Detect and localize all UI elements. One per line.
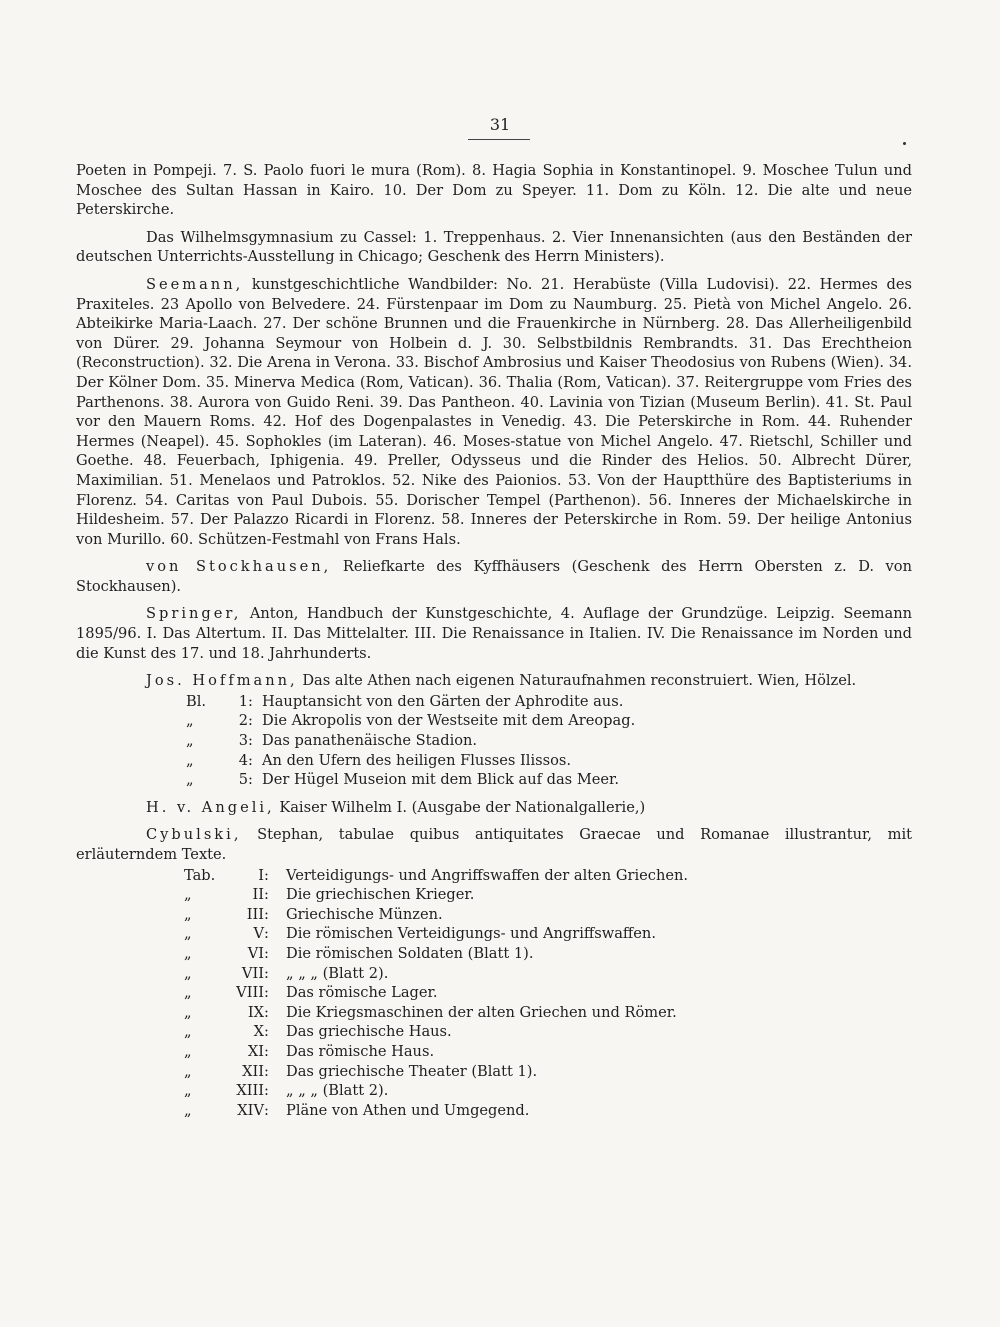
- author-name: von Stockhausen,: [146, 558, 332, 576]
- paragraph-seemann: [76, 275, 912, 549]
- hoffmann-plates-list: [186, 692, 912, 790]
- list-mark: „: [184, 1082, 192, 1100]
- list-number: 1: [238, 692, 248, 710]
- list-colon: :: [264, 925, 269, 943]
- list-item: [184, 1062, 912, 1082]
- paragraph-springer: [76, 604, 912, 663]
- paragraph-angeli: [76, 798, 912, 818]
- list-text: Das panathenäische Stadion.: [262, 732, 478, 750]
- list-item: [184, 866, 912, 886]
- list-colon: :: [264, 1003, 269, 1021]
- list-item: [184, 1042, 912, 1062]
- list-text: Der Hügel Museion mit dem Blick auf das Meer.: [262, 771, 620, 789]
- author-name: Cybulski,: [146, 826, 242, 844]
- list-mark: „: [184, 984, 192, 1002]
- list-number: 3: [238, 732, 248, 750]
- list-colon: :: [264, 1062, 269, 1080]
- list-text: Die römischen Soldaten (Blatt 1).: [286, 944, 534, 962]
- list-text: Verteidigungs- und Angriffswaffen der alten Griechen.: [286, 866, 689, 884]
- list-number: XIII: [236, 1082, 264, 1100]
- list-item: [186, 731, 912, 751]
- list-item: [184, 905, 912, 925]
- author-name: H. v. Angeli,: [146, 798, 275, 816]
- list-item: [184, 1081, 912, 1101]
- paragraph-hoffmann: [76, 671, 912, 691]
- list-colon: :: [248, 732, 253, 750]
- list-mark: „: [186, 771, 194, 789]
- page-body: [76, 161, 912, 1120]
- paragraph-wilhelmsgymnasium: Das Wilhelmsgymnasium zu Cassel: 1. Treppenhaus. 2. Vier Innenansichten (aus den Beständen der deutschen Unterrichts-Ausstellung in Chicago; Geschenk des Herrn Ministers).: [76, 228, 912, 266]
- list-colon: :: [248, 751, 253, 769]
- list-colon: :: [248, 692, 253, 710]
- list-number: 5: [238, 771, 248, 789]
- list-item: [186, 770, 912, 790]
- list-mark: „: [184, 925, 192, 943]
- paragraph-stockhausen: [76, 557, 912, 596]
- list-mark: „: [184, 964, 192, 982]
- list-mark: „: [184, 944, 192, 962]
- list-mark: „: [184, 1062, 192, 1080]
- list-item: [184, 1003, 912, 1023]
- list-mark: Tab.: [184, 866, 216, 884]
- list-number: VI: [247, 944, 264, 962]
- list-mark: „: [186, 732, 194, 750]
- list-number: III: [246, 905, 264, 923]
- list-number: 4: [238, 751, 248, 769]
- list-text: Hauptansicht von den Gärten der Aphrodite aus.: [262, 692, 624, 710]
- list-text: An den Ufern des heiligen Flusses Ilissos.: [262, 751, 572, 769]
- author-name: Jos. Hoffmann,: [146, 672, 298, 690]
- entry-text: Das alte Athen nach eigenen Naturaufnahmen reconstruiert. Wien, Hölzel.: [297, 672, 857, 690]
- list-item: [184, 944, 912, 964]
- list-number: XII: [242, 1062, 264, 1080]
- list-item: [184, 964, 912, 984]
- list-colon: :: [264, 984, 269, 1002]
- list-colon: :: [264, 905, 269, 923]
- list-item: [184, 885, 912, 905]
- list-colon: :: [264, 1023, 269, 1041]
- list-text: Das römische Lager.: [286, 984, 438, 1002]
- list-text: Griechische Münzen.: [286, 905, 443, 923]
- page-number: 31: [489, 115, 511, 134]
- list-number: IX: [247, 1003, 264, 1021]
- list-text: Das griechische Theater (Blatt 1).: [286, 1062, 538, 1080]
- list-mark: „: [184, 1023, 192, 1041]
- list-colon: :: [248, 771, 253, 789]
- list-mark: „: [186, 751, 194, 769]
- list-number: XIV: [237, 1101, 264, 1119]
- entry-text: Reliefkarte des Kyffhäusers (Geschenk des Herrn Obersten z. D. von Stockhausen).: [76, 558, 912, 595]
- list-mark: „: [184, 1101, 192, 1119]
- list-text: „ „ „ (Blatt 2).: [286, 1082, 389, 1100]
- entry-text: kunstgeschichtliche Wandbilder: No. 21. Herabüste (Villa Ludovisi). 22. Hermes des Praxiteles. 23 Apollo von Belvedere. 24. Fürstenpaar im Dom zu Naumburg. 25. Pietà von Michel Angelo. 26. Abteikirke Maria-Laach. 27. Der schöne Brunnen und die Frauenkirche in Nürnberg. 28. Das Allerheiligenbild von Dürer. 29. Johanna Seymour von Holbein d. J. 30. Selbstbildnis Rembrandts. 31. Das Erechtheion (Reconstruction). 32. Die Arena in Verona. 33. Bischof Ambrosius und Kaiser Theodosius von Rubens (Wien). 34. Der Kölner Dom. 35. Minerva Medica (Rom, Vatican). 36. Thalia (Rom, Vatican). 37. Reitergruppe vom Fries des Parthenons. 38. Aurora von Guido Reni. 39. Das Pantheon. 40. Lavinia von Tizian (Museum Berlin). 41. St. Paul vor den Mauern Roms. 42. Hof des Dogenpalastes in Venedig. 43. Die Peterskirche in Rom. 44. Ruhender Hermes (Neapel). 45. Sophokles (im Lateran). 46. Moses-statue von Michel Angelo. 47. Rietschl, Schiller und Goethe. 48. Feuerbach, Iphigenia. 49. Preller, Odysseus und die Rinder des Helios. 50. Albrecht Dürer, Maximilian. 51. Menelaos und Patroklos. 52. Nike des Paionios. 53. Von der Hauptthüre des Baptisteriums in Florenz. 54. Caritas von Paul Dubois. 55. Dorischer Tempel (Parthenon). 56. Inneres der Michaelskirche in Hildesheim. 57. Der Palazzo Ricardi in Florenz. 58. Inneres der Peterskirche in Rom. 59. Der heilige Antonius von Murillo. 60. Schützen-Festmahl von Frans Hals.: [76, 275, 912, 548]
- list-mark: „: [184, 905, 192, 923]
- author-name: Springer,: [146, 605, 242, 623]
- list-number: VII: [241, 964, 264, 982]
- list-text: Die griechischen Krieger.: [286, 886, 475, 904]
- list-item: [186, 692, 912, 712]
- list-text: Die römischen Verteidigungs- und Angriffswaffen.: [286, 925, 656, 943]
- list-item: [184, 983, 912, 1003]
- list-mark: „: [184, 886, 192, 904]
- list-mark: „: [186, 712, 194, 730]
- list-number: XI: [247, 1042, 264, 1060]
- list-number: V: [253, 925, 264, 943]
- entry-text: Stephan, tabulae quibus antiquitates Graecae und Romanae illustrantur, mit erläuterndem Texte.: [76, 826, 912, 863]
- list-colon: :: [264, 1082, 269, 1100]
- list-text: Das römische Haus.: [286, 1042, 435, 1060]
- list-item: [184, 924, 912, 944]
- list-mark: Bl.: [186, 692, 207, 710]
- page-number-rule: [468, 139, 530, 140]
- list-colon: :: [264, 944, 269, 962]
- list-number: I: [258, 866, 264, 884]
- list-mark: „: [184, 1042, 192, 1060]
- list-colon: :: [248, 712, 253, 730]
- list-text: Pläne von Athen und Umgegend.: [286, 1101, 530, 1119]
- list-item: [184, 1022, 912, 1042]
- ink-mark: [903, 142, 906, 145]
- list-item: [184, 1101, 912, 1121]
- list-item: [186, 751, 912, 771]
- list-number: 2: [238, 712, 248, 730]
- list-text: Das griechische Haus.: [286, 1023, 452, 1041]
- entry-text: Kaiser Wilhelm I. (Ausgabe der Nationalgallerie,): [274, 798, 646, 816]
- list-number: VIII: [236, 984, 264, 1002]
- list-text: „ „ „ (Blatt 2).: [286, 964, 389, 982]
- paragraph-cybulski: [76, 825, 912, 864]
- entry-text: Anton, Handbuch der Kunstgeschichte, 4. Auflage der Grundzüge. Leipzig. Seemann 1895/96. I. Das Altertum. II. Das Mittelalter. III. Die Renaissance in Italien. IV. Die Renaissance im Norden und die Kunst des 17. und 18. Jahrhunderts.: [76, 605, 912, 662]
- author-name: Seemann,: [146, 275, 244, 293]
- list-text: Die Kriegsmaschinen der alten Griechen und Römer.: [286, 1003, 677, 1021]
- list-colon: :: [264, 886, 269, 904]
- list-text: Die Akropolis von der Westseite mit dem Areopag.: [262, 712, 636, 730]
- list-item: [186, 711, 912, 731]
- list-colon: :: [264, 1101, 269, 1119]
- paragraph-poeten: Poeten in Pompeji. 7. S. Paolo fuori le mura (Rom). 8. Hagia Sophia in Konstantinopel. 9. Moschee Tulun und Moschee des Sultan Hassan in Kairo. 10. Der Dom zu Speyer. 11. Dom zu Köln. 12. Die alte und neue Peterskirche.: [76, 162, 912, 219]
- list-colon: :: [264, 866, 269, 884]
- cybulski-tables-list: [184, 866, 912, 1121]
- list-colon: :: [264, 1042, 269, 1060]
- list-number: II: [252, 886, 264, 904]
- list-colon: :: [264, 964, 269, 982]
- list-mark: „: [184, 1003, 192, 1021]
- list-number: X: [253, 1023, 264, 1041]
